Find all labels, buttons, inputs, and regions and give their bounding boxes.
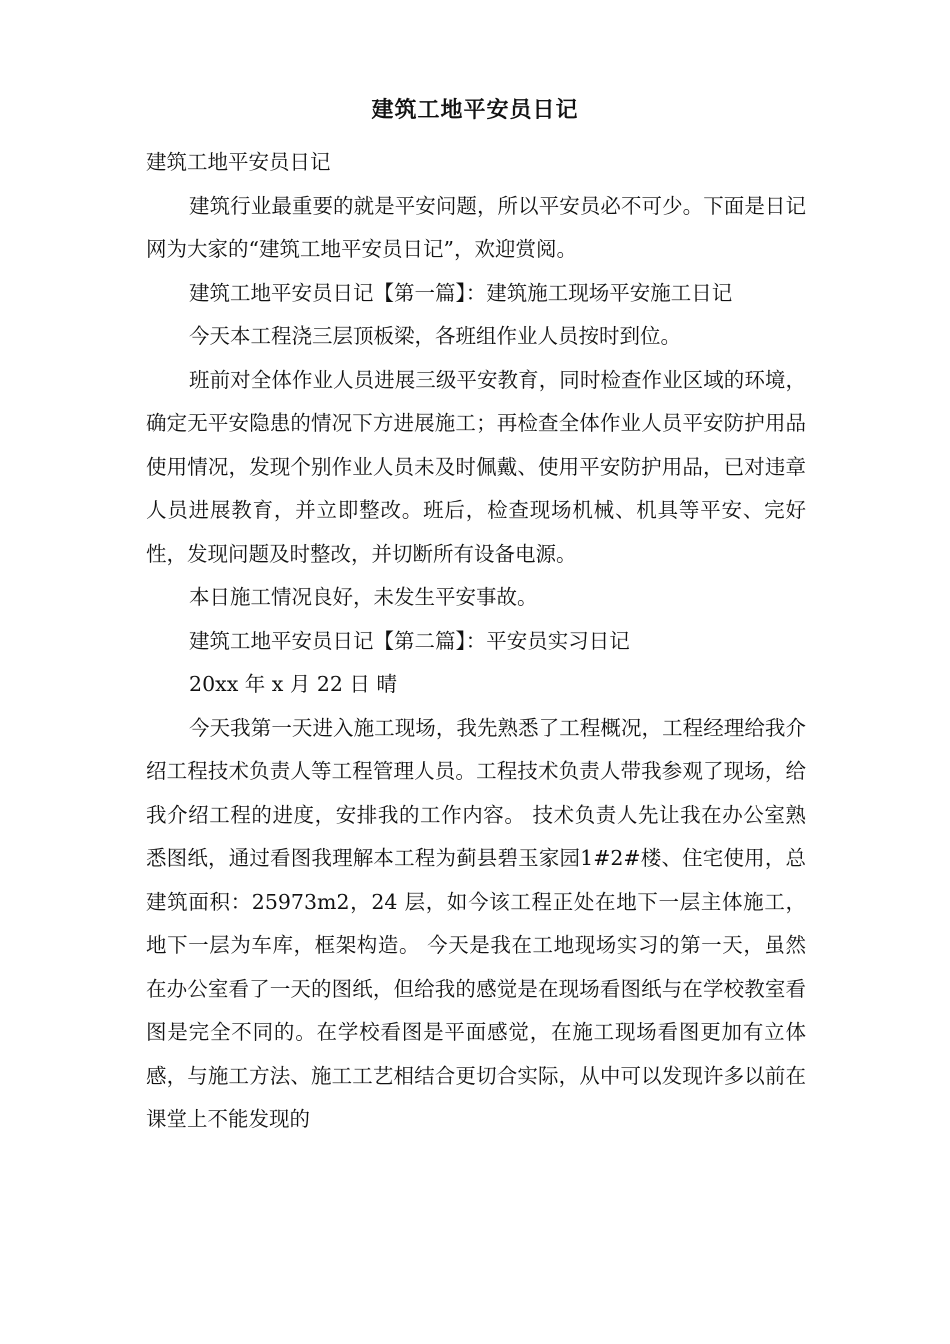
paragraph: 班前对全体作业人员进展三级平安教育，同时检查作业区域的环境，确定无平安隐患的情况下方进展施工；再检查全体作业人员平安防护用品使用情况，发现个别作业人员未及时佩戴、使用平安防护用品，已对违章人员进展教育，并立即整改。班后，检查现场机械、机具等平安、完好性，发现问题及时整改，并切断所有设备电源。	[146, 367, 806, 566]
paragraph: 今天本工程浇三层顶板梁，各班组作业人员按时到位。	[189, 324, 682, 348]
paragraph-date: 20xx 年 x 月 22 日 晴	[189, 672, 397, 696]
paragraph: 本日施工情况良好，未发生平安事故。	[189, 585, 538, 609]
document-title: 建筑工地平安员日记	[371, 97, 579, 123]
paragraph-part-one-heading: 建筑工地平安员日记【第一篇】：建筑施工现场平安施工日记	[189, 280, 733, 305]
document-body	[146, 141, 806, 1142]
paragraph: 今天我第一天进入施工现场，我先熟悉了工程概况，工程经理给我介绍工程技术负责人等工程管理人员。工程技术负责人带我参观了现场，给我介绍工程的进度，安排我的工作内容。 技术负责人先让我在办公室熟悉图纸，通过看图我理解本工程为蓟县碧玉家园1#2#楼、住宅使用，总建筑面积：25973m2，24 层，如今该工程正处在地下一层主体施工，地下一层为车库，框架构造。 今天是我在工地现场实习的第一天，虽然在办公室看了一天的图纸，但给我的感觉是在现场看图纸与在学校教室看图是完全不同的。在学校看图是平面感觉，在施工现场看图更加有立体感，与施工方法、施工工艺相结合更切合实际，从中可以发现许多以前在课堂上不能发现的	[146, 715, 806, 1131]
paragraph-intro: 建筑行业最重要的就是平安问题，所以平安员必不可少。下面是日记网为大家的“建筑工地平安员日记”，欢迎赏阅。	[146, 193, 806, 261]
paragraph-heading: 建筑工地平安员日记	[146, 150, 331, 174]
paragraph-part-two-heading: 建筑工地平安员日记【第二篇】：平安员实习日记	[189, 628, 630, 653]
